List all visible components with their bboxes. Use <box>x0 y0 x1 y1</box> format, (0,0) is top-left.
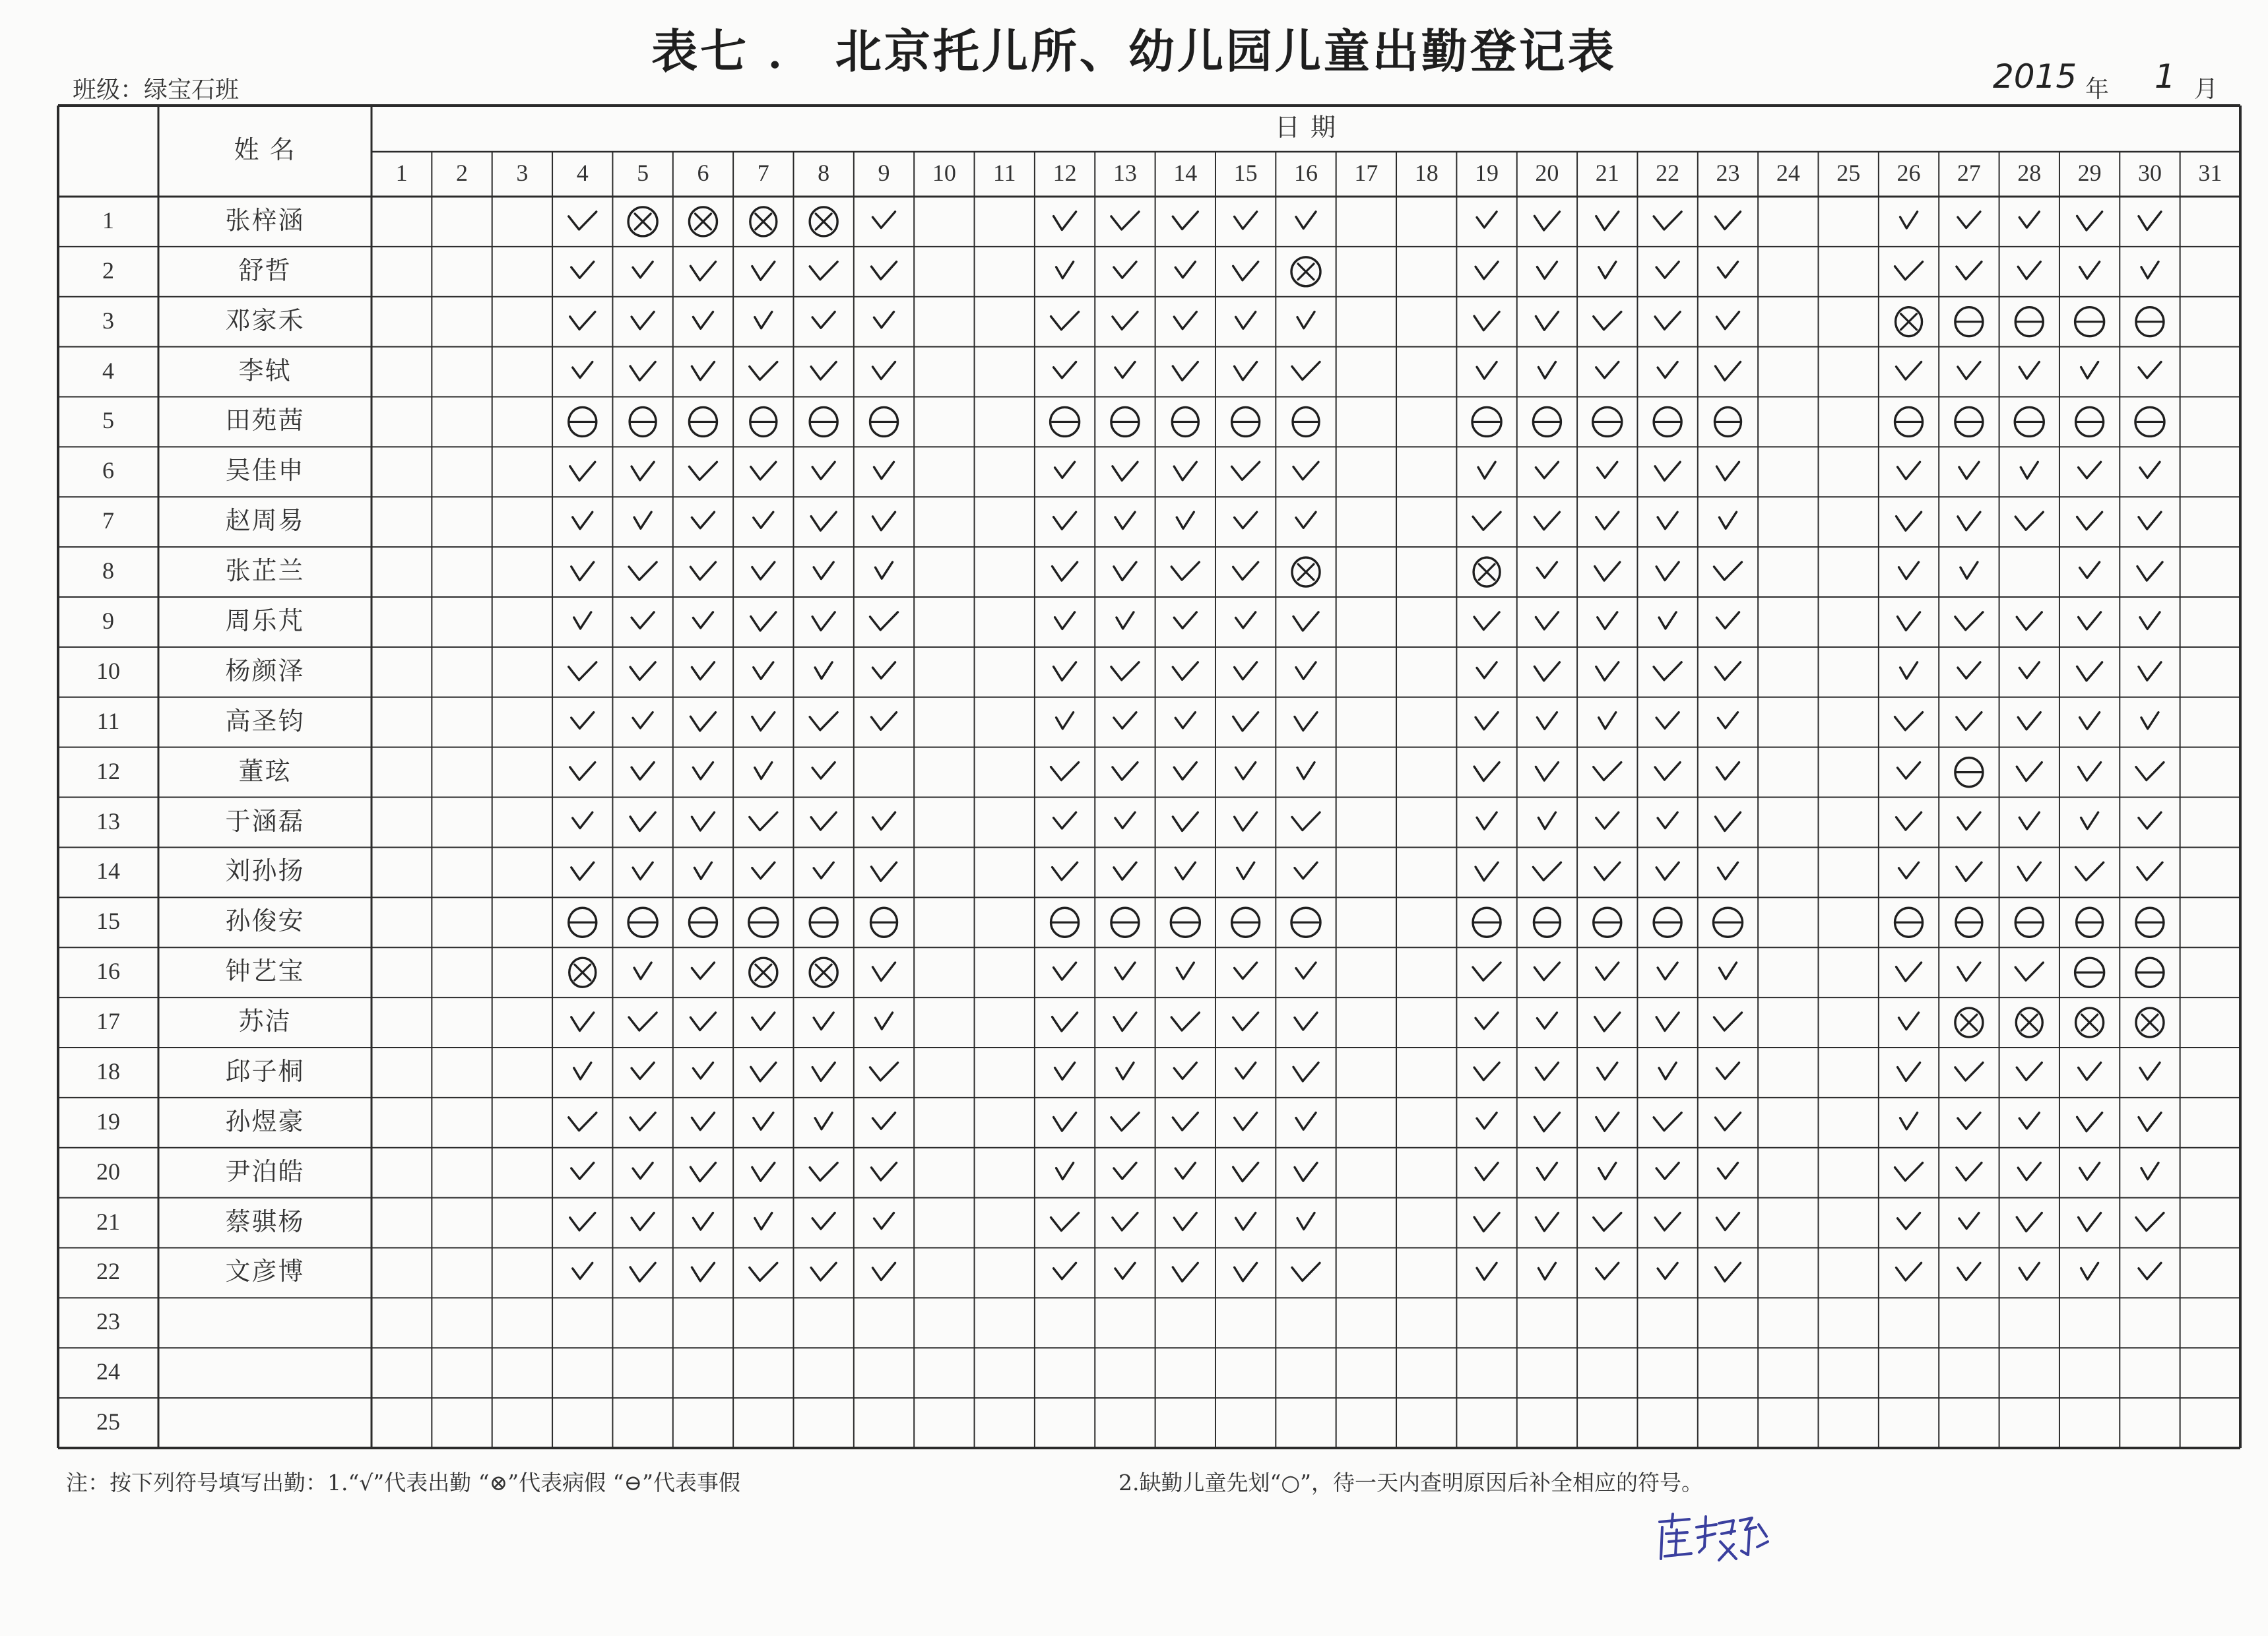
day-header: 18 <box>1414 160 1439 186</box>
row-number: 15 <box>96 908 120 935</box>
student-name: 蔡骐杨 <box>225 1207 305 1236</box>
day-header: 6 <box>697 160 709 186</box>
row-number: 10 <box>96 657 120 684</box>
legend-note-part1: 注：按下列符号填写出勤：1.“√”代表出勤 “⊗”代表病假 “⊖”代表事假 <box>66 1470 741 1495</box>
student-name: 赵周易 <box>225 506 305 536</box>
row-number: 11 <box>96 707 120 734</box>
row-number: 24 <box>96 1358 120 1385</box>
day-header: 7 <box>757 160 769 186</box>
day-header: 2 <box>456 160 469 186</box>
row-number: 12 <box>96 757 120 784</box>
day-header: 21 <box>1595 160 1619 186</box>
row-number: 20 <box>96 1158 120 1185</box>
day-header: 17 <box>1354 160 1378 186</box>
day-header: 12 <box>1053 160 1077 186</box>
student-name: 孙煜豪 <box>225 1106 305 1136</box>
row-number: 3 <box>102 307 114 334</box>
row-number: 23 <box>96 1308 120 1335</box>
day-header: 19 <box>1475 160 1499 186</box>
day-header: 14 <box>1173 160 1198 186</box>
day-header: 25 <box>1836 160 1861 186</box>
student-name: 苏洁 <box>238 1007 292 1036</box>
row-number: 16 <box>96 958 120 985</box>
student-name: 孙俊安 <box>225 906 305 936</box>
student-name: 邓家禾 <box>225 305 305 335</box>
day-header: 24 <box>1776 160 1800 186</box>
day-header: 29 <box>2077 160 2102 186</box>
row-number: 17 <box>96 1008 120 1035</box>
row-number: 1 <box>102 206 114 234</box>
day-header: 22 <box>1656 160 1680 186</box>
student-name: 邱子桐 <box>225 1056 305 1086</box>
legend-note-part2: 2.缺勤儿童先划“○”，待一天内查明原因后补全相应的符号。 <box>1118 1470 1704 1495</box>
day-header: 11 <box>992 160 1016 186</box>
class-label: 班级：绿宝石班 <box>73 77 240 104</box>
day-header: 26 <box>1896 160 1921 186</box>
day-header: 10 <box>932 160 956 186</box>
date-column-header: 日 期 <box>1274 113 1338 142</box>
day-header: 30 <box>2137 160 2162 186</box>
row-number: 19 <box>96 1108 120 1135</box>
legend-note <box>66 1466 1704 1497</box>
row-number: 9 <box>102 607 114 634</box>
student-name: 高圣钧 <box>225 706 305 736</box>
row-number: 2 <box>102 257 114 284</box>
month-value: 1 <box>2155 57 2176 96</box>
day-header: 3 <box>516 160 529 186</box>
handwritten-signature <box>1653 1507 1772 1567</box>
day-header: 28 <box>2017 160 2042 186</box>
student-name: 舒哲 <box>238 255 292 285</box>
year-unit: 年 <box>2085 76 2110 103</box>
student-name: 杨颜泽 <box>225 656 305 685</box>
row-number: 21 <box>96 1208 120 1235</box>
student-name: 张梓涵 <box>225 205 305 235</box>
year-value: 2015 <box>1993 57 2077 96</box>
row-number: 5 <box>102 407 114 434</box>
student-name: 李轼 <box>238 356 292 385</box>
student-name: 钟艺宝 <box>225 957 305 986</box>
row-number: 4 <box>102 357 114 384</box>
day-header: 9 <box>878 160 890 186</box>
day-header: 27 <box>1957 160 1981 186</box>
student-name: 田苑茜 <box>225 406 305 435</box>
day-header: 8 <box>818 160 830 186</box>
day-header: 23 <box>1716 160 1740 186</box>
student-name: 文彦博 <box>225 1257 305 1286</box>
day-header: 15 <box>1233 160 1258 186</box>
row-number: 18 <box>96 1057 120 1085</box>
day-header: 4 <box>576 160 589 186</box>
student-name: 董玹 <box>238 756 292 786</box>
day-header: 16 <box>1293 160 1318 186</box>
student-name: 周乐芃 <box>225 606 305 635</box>
page-title: 表七 ． 北京托儿所、幼儿园儿童出勤登记表 <box>651 24 1617 79</box>
row-number: 13 <box>96 807 120 834</box>
row-number: 8 <box>102 557 114 584</box>
day-header: 5 <box>637 160 649 186</box>
row-number: 14 <box>96 858 120 885</box>
row-number: 22 <box>96 1258 120 1285</box>
month-unit: 月 <box>2194 76 2219 103</box>
row-number: 25 <box>96 1408 120 1435</box>
day-header: 13 <box>1113 160 1137 186</box>
student-name: 张芷兰 <box>225 556 305 586</box>
row-number: 7 <box>102 507 114 534</box>
row-number: 6 <box>102 457 114 484</box>
name-column-header: 姓 名 <box>234 135 296 164</box>
day-header: 31 <box>2198 160 2222 186</box>
student-name: 尹泊皓 <box>225 1156 305 1186</box>
student-name: 吴佳申 <box>225 456 305 486</box>
day-header: 1 <box>395 160 408 186</box>
day-header: 20 <box>1535 160 1559 186</box>
student-name: 于涵磊 <box>225 806 305 836</box>
student-name: 刘孙扬 <box>225 856 305 886</box>
